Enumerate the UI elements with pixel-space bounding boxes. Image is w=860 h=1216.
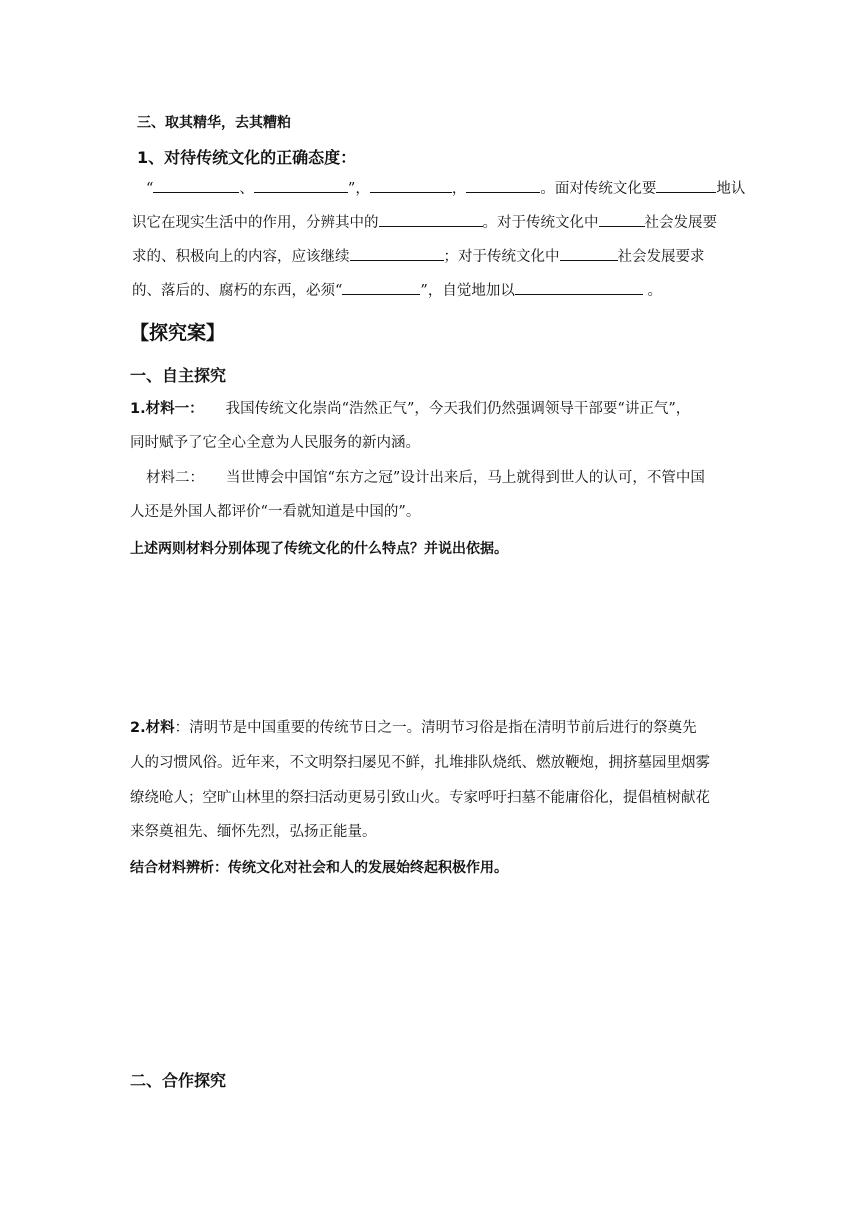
q1-material1-line2: 同时赋予了它全心全意为人民服务的新内涵。 — [130, 435, 420, 451]
blank-5[interactable] — [656, 178, 716, 193]
blank-3[interactable] — [370, 178, 452, 193]
section-heading-3: 三、取其精华，去其糟粕 — [137, 115, 291, 131]
q1-question: 上述两则材料分别体现了传统文化的什么特点？并说出依据。 — [130, 541, 508, 557]
blank-6[interactable] — [379, 212, 483, 227]
q2-material-line4: 来祭奠祖先、缅怀先烈，弘扬正能量。 — [130, 824, 377, 840]
q2-material-line3: 缭绕呛人；空旷山林里的祭扫活动更易引致山火。专家呼吁扫墓不能庸俗化，提倡植树献花 — [130, 790, 710, 806]
q1-material2-line2: 人还是外国人都评价“一看就知道是中国的”。 — [130, 504, 421, 520]
explore-title: 【探究案】 — [130, 322, 226, 344]
blank-1[interactable] — [153, 178, 239, 193]
q1-material1-line1: 1.材料一： 我国传统文化崇尚“浩然正气”，今天我们仍然强调领导干部要“讲正气”， — [130, 401, 691, 417]
blank-7[interactable] — [599, 212, 645, 227]
q2-material-line2: 人的习惯风俗。近年来，不文明祭扫屡见不鲜，扎堆排队烧纸、燃放鞭炮，拥挤墓园里烟雾 — [130, 755, 710, 771]
fill-line-3: 求的、积极向上的内容，应该继续 ；对于传统文化中 社会发展要求 — [132, 246, 705, 267]
blank-10[interactable] — [342, 280, 420, 295]
blank-2[interactable] — [254, 178, 348, 193]
sub-heading-attitude: 1、对待传统文化的正确态度： — [137, 148, 357, 167]
blank-8[interactable] — [350, 246, 444, 261]
blank-9[interactable] — [560, 246, 618, 261]
blank-4[interactable] — [466, 178, 540, 193]
q2-question: 结合材料辨析：传统文化对社会和人的发展始终起积极作用。 — [130, 860, 508, 876]
fill-line-2: 识它在现实生活中的作用，分辨其中的 。对于传统文化中 社会发展要 — [132, 212, 717, 233]
fill-line-1: “ 、 ”， ， 。面对传统文化要 地认 — [146, 178, 745, 199]
section-heading-independent: 一、自主探究 — [130, 366, 227, 385]
section-heading-cooperative: 二、合作探究 — [130, 1071, 227, 1090]
fill-line-4: 的、落后的、腐朽的东西，必须“ ”，自觉地加以 。 — [132, 280, 662, 301]
blank-11[interactable] — [515, 280, 643, 295]
q2-material-line1: 2.材料：清明节是中国重要的传统节日之一。清明节习俗是指在清明节前后进行的祭奠先 — [130, 720, 697, 736]
q1-material2-line1: 材料二： 当世博会中国馆“东方之冠”设计出来后，马上就得到世人的认可，不管中国 — [146, 470, 705, 486]
